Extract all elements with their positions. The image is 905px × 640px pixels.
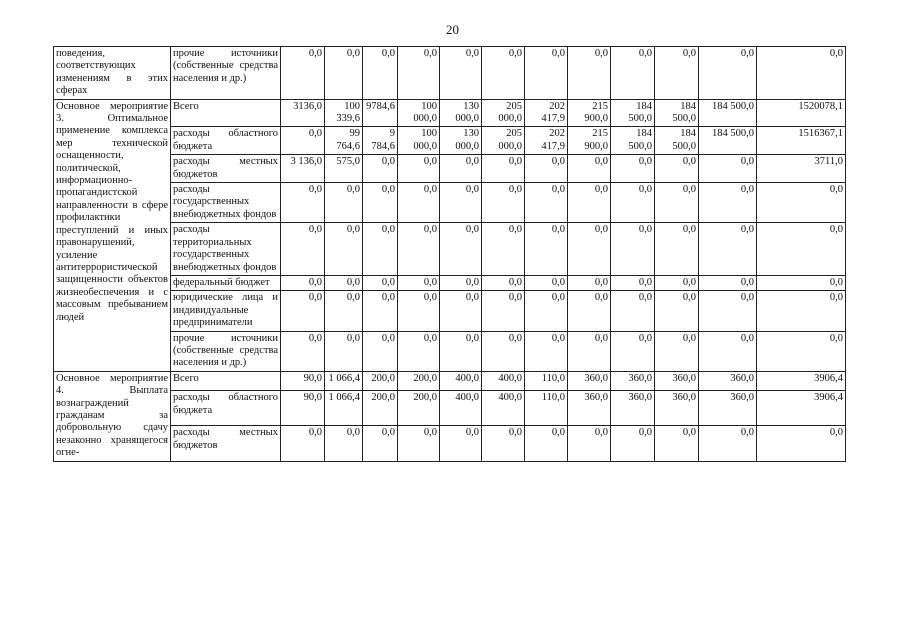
table-row bbox=[54, 331, 846, 371]
value-cell: 0,0 bbox=[363, 155, 398, 183]
value-cell: 0,0 bbox=[363, 331, 398, 371]
value-cell: 0,0 bbox=[699, 47, 757, 100]
value-cell: 360,0 bbox=[699, 371, 757, 390]
value-cell: 100 000,0 bbox=[398, 127, 440, 155]
table-row bbox=[54, 183, 846, 223]
value-cell: 0,0 bbox=[440, 291, 482, 331]
total-cell: 0,0 bbox=[757, 426, 846, 461]
total-cell: 1516367,1 bbox=[757, 127, 846, 155]
value-cell: 184 500,0 bbox=[699, 127, 757, 155]
value-cell: 0,0 bbox=[440, 223, 482, 276]
table-row bbox=[54, 371, 846, 390]
value-cell: 0,0 bbox=[482, 223, 525, 276]
value-cell: 0,0 bbox=[325, 275, 363, 290]
value-cell: 0,0 bbox=[398, 155, 440, 183]
value-cell: 360,0 bbox=[568, 371, 611, 390]
funding-source-cell: расходы областного бюджета bbox=[171, 391, 281, 426]
table-row bbox=[54, 291, 846, 331]
value-cell: 200,0 bbox=[398, 391, 440, 426]
value-cell: 184 500,0 bbox=[699, 99, 757, 127]
value-cell: 0,0 bbox=[611, 223, 655, 276]
value-cell: 0,0 bbox=[655, 331, 699, 371]
value-cell: 215 900,0 bbox=[568, 99, 611, 127]
value-cell: 0,0 bbox=[699, 291, 757, 331]
funding-source-cell: прочие источники (собственные средства населения и др.) bbox=[171, 331, 281, 371]
value-cell: 400,0 bbox=[482, 391, 525, 426]
value-cell: 0,0 bbox=[281, 127, 325, 155]
value-cell: 100 339,6 bbox=[325, 99, 363, 127]
value-cell: 0,0 bbox=[482, 275, 525, 290]
value-cell: 184 500,0 bbox=[611, 99, 655, 127]
value-cell: 90,0 bbox=[281, 371, 325, 390]
funding-source-cell: расходы местных бюджетов bbox=[171, 155, 281, 183]
total-cell: 0,0 bbox=[757, 291, 846, 331]
value-cell: 205 000,0 bbox=[482, 127, 525, 155]
value-cell: 0,0 bbox=[568, 426, 611, 461]
value-cell: 202 417,9 bbox=[525, 99, 568, 127]
total-cell: 0,0 bbox=[757, 183, 846, 223]
value-cell: 110,0 bbox=[525, 391, 568, 426]
value-cell: 0,0 bbox=[440, 183, 482, 223]
value-cell: 0,0 bbox=[363, 223, 398, 276]
value-cell: 200,0 bbox=[363, 371, 398, 390]
value-cell: 0,0 bbox=[655, 291, 699, 331]
value-cell: 0,0 bbox=[363, 47, 398, 100]
value-cell: 0,0 bbox=[568, 183, 611, 223]
funding-source-cell: прочие источники (собственные средства населения и др.) bbox=[171, 47, 281, 100]
value-cell: 0,0 bbox=[655, 47, 699, 100]
value-cell: 0,0 bbox=[440, 331, 482, 371]
table-row bbox=[54, 127, 846, 155]
value-cell: 3 136,0 bbox=[281, 155, 325, 183]
value-cell: 400,0 bbox=[482, 371, 525, 390]
value-cell: 400,0 bbox=[440, 371, 482, 390]
value-cell: 3136,0 bbox=[281, 99, 325, 127]
value-cell: 0,0 bbox=[325, 223, 363, 276]
value-cell: 0,0 bbox=[699, 331, 757, 371]
value-cell: 0,0 bbox=[525, 155, 568, 183]
value-cell: 0,0 bbox=[699, 275, 757, 290]
value-cell: 0,0 bbox=[525, 223, 568, 276]
funding-source-cell: Всего bbox=[171, 99, 281, 127]
value-cell: 0,0 bbox=[482, 155, 525, 183]
value-cell: 0,0 bbox=[363, 275, 398, 290]
value-cell: 0,0 bbox=[325, 183, 363, 223]
value-cell: 0,0 bbox=[655, 155, 699, 183]
table-row bbox=[54, 99, 846, 127]
value-cell: 0,0 bbox=[440, 426, 482, 461]
table-body bbox=[54, 47, 846, 462]
value-cell: 205 000,0 bbox=[482, 99, 525, 127]
value-cell: 0,0 bbox=[655, 223, 699, 276]
value-cell: 0,0 bbox=[699, 426, 757, 461]
value-cell: 202 417,9 bbox=[525, 127, 568, 155]
table-row bbox=[54, 47, 846, 100]
value-cell: 400,0 bbox=[440, 391, 482, 426]
value-cell: 360,0 bbox=[568, 391, 611, 426]
value-cell: 0,0 bbox=[325, 426, 363, 461]
value-cell: 0,0 bbox=[281, 223, 325, 276]
value-cell: 0,0 bbox=[525, 275, 568, 290]
value-cell: 99 764,6 bbox=[325, 127, 363, 155]
funding-source-cell: расходы государственных внебюджетных фондов bbox=[171, 183, 281, 223]
budget-table bbox=[53, 46, 846, 462]
value-cell: 0,0 bbox=[611, 291, 655, 331]
value-cell: 130 000,0 bbox=[440, 99, 482, 127]
value-cell: 0,0 bbox=[568, 291, 611, 331]
value-cell: 215 900,0 bbox=[568, 127, 611, 155]
value-cell: 0,0 bbox=[398, 223, 440, 276]
value-cell: 0,0 bbox=[482, 47, 525, 100]
value-cell: 360,0 bbox=[699, 391, 757, 426]
value-cell: 0,0 bbox=[440, 155, 482, 183]
value-cell: 0,0 bbox=[398, 275, 440, 290]
total-cell: 0,0 bbox=[757, 223, 846, 276]
value-cell: 0,0 bbox=[699, 183, 757, 223]
table-row bbox=[54, 223, 846, 276]
value-cell: 360,0 bbox=[655, 391, 699, 426]
table-row bbox=[54, 391, 846, 426]
total-cell: 0,0 bbox=[757, 275, 846, 290]
value-cell: 0,0 bbox=[440, 47, 482, 100]
value-cell: 0,0 bbox=[525, 291, 568, 331]
table-row bbox=[54, 275, 846, 290]
value-cell: 0,0 bbox=[568, 155, 611, 183]
value-cell: 0,0 bbox=[611, 155, 655, 183]
value-cell: 0,0 bbox=[281, 291, 325, 331]
value-cell: 184 500,0 bbox=[655, 127, 699, 155]
total-cell: 3711,0 bbox=[757, 155, 846, 183]
value-cell: 0,0 bbox=[525, 183, 568, 223]
value-cell: 0,0 bbox=[398, 183, 440, 223]
value-cell: 575,0 bbox=[325, 155, 363, 183]
value-cell: 0,0 bbox=[699, 155, 757, 183]
value-cell: 130 000,0 bbox=[440, 127, 482, 155]
funding-source-cell: расходы территориальных государственных внебюджетных фондов bbox=[171, 223, 281, 276]
value-cell: 0,0 bbox=[568, 275, 611, 290]
value-cell: 0,0 bbox=[655, 426, 699, 461]
value-cell: 0,0 bbox=[363, 291, 398, 331]
value-cell: 360,0 bbox=[655, 371, 699, 390]
value-cell: 100 000,0 bbox=[398, 99, 440, 127]
value-cell: 0,0 bbox=[525, 47, 568, 100]
value-cell: 9784,6 bbox=[363, 99, 398, 127]
value-cell: 1 066,4 bbox=[325, 371, 363, 390]
value-cell: 360,0 bbox=[611, 391, 655, 426]
funding-source-cell: расходы областного бюджета bbox=[171, 127, 281, 155]
value-cell: 0,0 bbox=[568, 47, 611, 100]
value-cell: 0,0 bbox=[611, 183, 655, 223]
value-cell: 90,0 bbox=[281, 391, 325, 426]
funding-source-cell: федеральный бюджет bbox=[171, 275, 281, 290]
value-cell: 0,0 bbox=[482, 331, 525, 371]
value-cell: 0,0 bbox=[525, 426, 568, 461]
total-cell: 0,0 bbox=[757, 331, 846, 371]
value-cell: 0,0 bbox=[325, 291, 363, 331]
activity-cell: Основное мероприятие 4. Выплата вознаграждений гражданам за добровольную сдачу незаконно хранящегося огне- bbox=[54, 371, 171, 461]
value-cell: 0,0 bbox=[398, 331, 440, 371]
value-cell: 0,0 bbox=[611, 47, 655, 100]
value-cell: 0,0 bbox=[482, 426, 525, 461]
value-cell: 0,0 bbox=[281, 47, 325, 100]
value-cell: 0,0 bbox=[325, 47, 363, 100]
value-cell: 0,0 bbox=[363, 426, 398, 461]
total-cell: 1520078,1 bbox=[757, 99, 846, 127]
total-cell: 3906,4 bbox=[757, 391, 846, 426]
value-cell: 0,0 bbox=[568, 331, 611, 371]
value-cell: 0,0 bbox=[440, 275, 482, 290]
value-cell: 0,0 bbox=[482, 291, 525, 331]
value-cell: 0,0 bbox=[568, 223, 611, 276]
value-cell: 184 500,0 bbox=[611, 127, 655, 155]
value-cell: 0,0 bbox=[281, 275, 325, 290]
value-cell: 0,0 bbox=[655, 275, 699, 290]
value-cell: 0,0 bbox=[525, 331, 568, 371]
value-cell: 0,0 bbox=[699, 223, 757, 276]
value-cell: 0,0 bbox=[482, 183, 525, 223]
value-cell: 0,0 bbox=[281, 183, 325, 223]
value-cell: 184 500,0 bbox=[655, 99, 699, 127]
value-cell: 0,0 bbox=[325, 331, 363, 371]
table-row bbox=[54, 426, 846, 461]
funding-source-cell: расходы местных бюджетов bbox=[171, 426, 281, 461]
value-cell: 0,0 bbox=[655, 183, 699, 223]
value-cell: 0,0 bbox=[281, 331, 325, 371]
funding-source-cell: Всего bbox=[171, 371, 281, 390]
total-cell: 3906,4 bbox=[757, 371, 846, 390]
value-cell: 0,0 bbox=[398, 47, 440, 100]
activity-cell: поведения, соответствующих изменениям в этих сферах bbox=[54, 47, 171, 100]
value-cell: 200,0 bbox=[363, 391, 398, 426]
value-cell: 0,0 bbox=[281, 426, 325, 461]
value-cell: 0,0 bbox=[611, 331, 655, 371]
value-cell: 1 066,4 bbox=[325, 391, 363, 426]
funding-source-cell: юридические лица и индивидуальные предприниматели bbox=[171, 291, 281, 331]
table-row bbox=[54, 155, 846, 183]
total-cell: 0,0 bbox=[757, 47, 846, 100]
value-cell: 0,0 bbox=[363, 183, 398, 223]
value-cell: 200,0 bbox=[398, 371, 440, 390]
value-cell: 360,0 bbox=[611, 371, 655, 390]
activity-cell: Основное мероприятие 3. Оптимальное применение комплекса мер технической оснащенности, политической, информационно-пропагандистской направленности в сфере профилактики преступлений и иных правонарушений, усиление антитеррористической защищенности объектов жизнеобеспечения и с массовым пребыванием людей bbox=[54, 99, 171, 371]
value-cell: 110,0 bbox=[525, 371, 568, 390]
value-cell: 0,0 bbox=[398, 291, 440, 331]
value-cell: 0,0 bbox=[398, 426, 440, 461]
value-cell: 0,0 bbox=[611, 275, 655, 290]
value-cell: 9 784,6 bbox=[363, 127, 398, 155]
value-cell: 0,0 bbox=[611, 426, 655, 461]
page-number: 20 bbox=[446, 22, 459, 37]
